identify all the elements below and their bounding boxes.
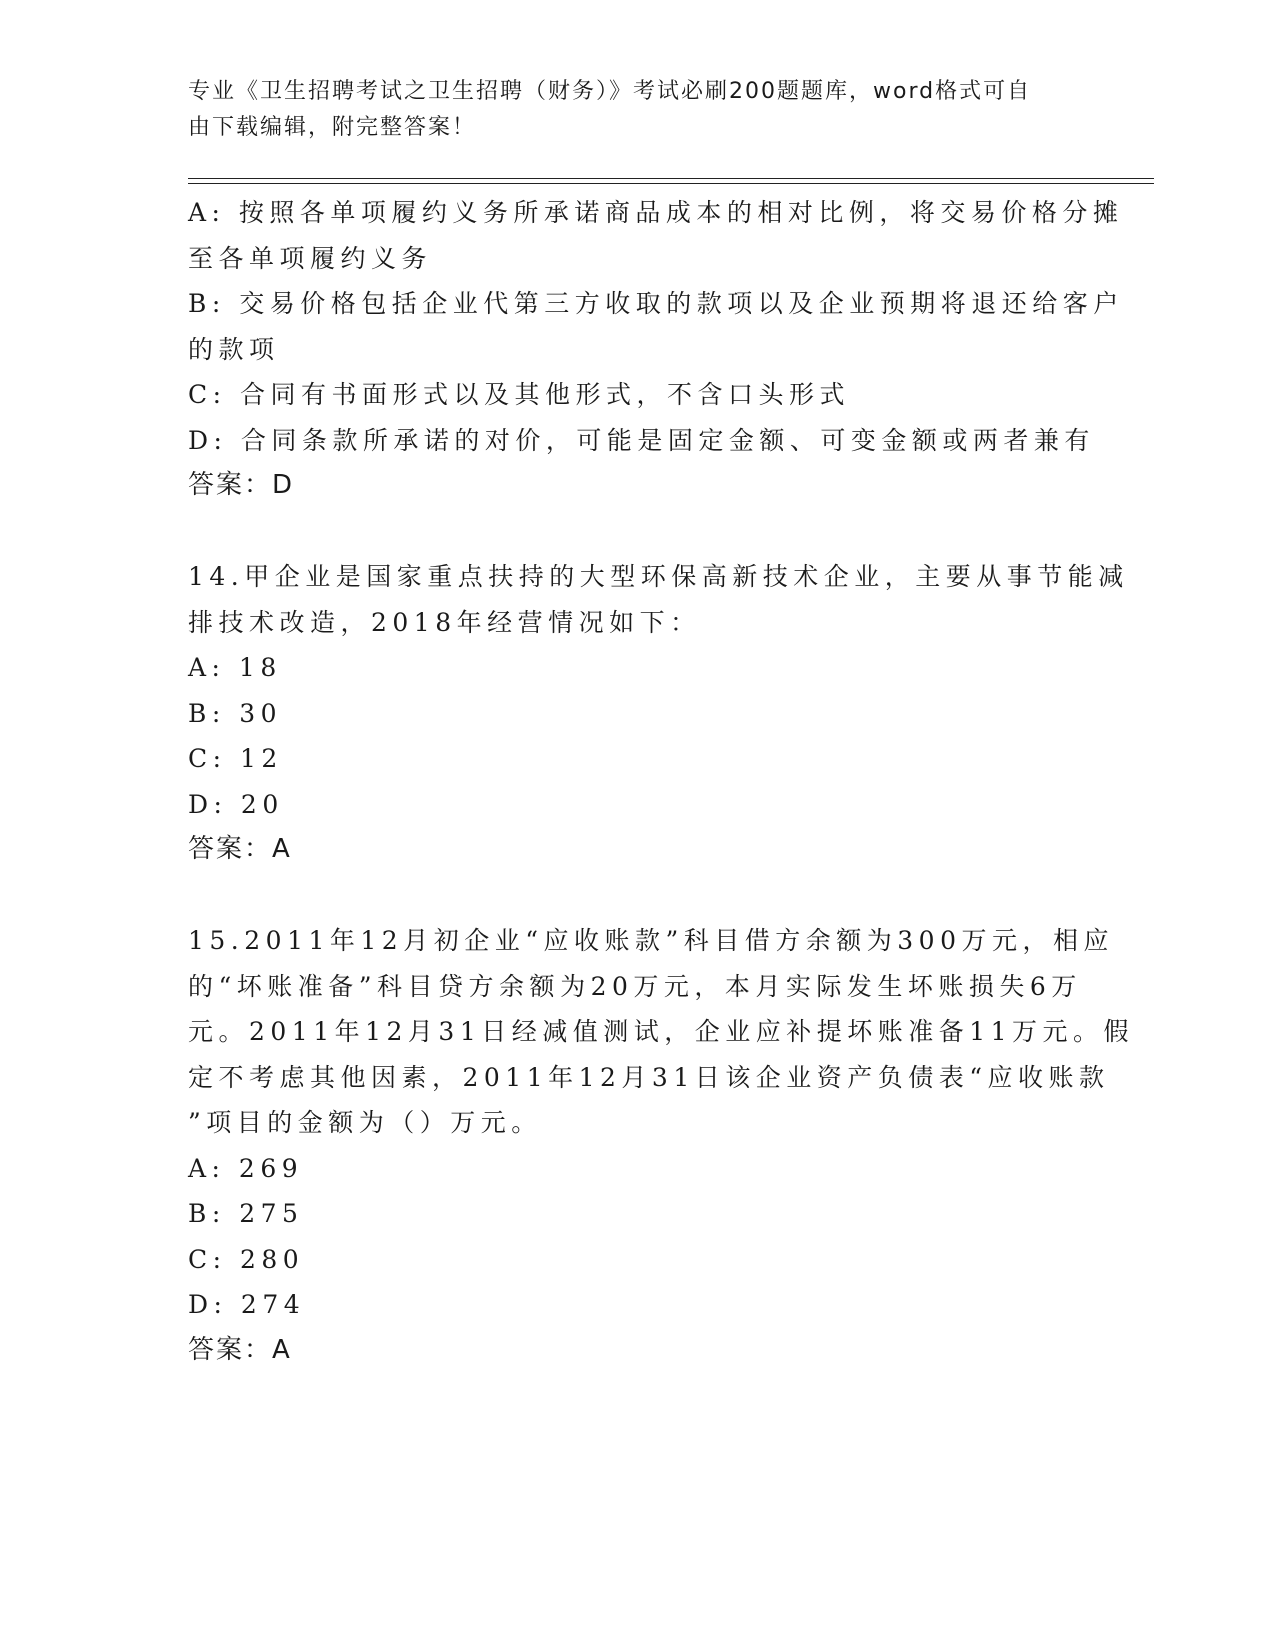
- question-14-stem-line-1: 14.甲企业是国家重点扶持的大型环保高新技术企业，主要从事节能减: [188, 562, 1129, 591]
- option-c: C: 合同有书面形式以及其他形式，不含口头形式: [188, 380, 850, 409]
- option-c: C: 280: [188, 1244, 305, 1274]
- header-divider-bottom: [188, 183, 1154, 184]
- question-content: [188, 190, 1135, 1373]
- option-a: A: 18: [188, 653, 282, 682]
- question-15-stem-line-4: 定不考虑其他因素，2011年12月31日该企业资产负债表“应收账款: [188, 1062, 1110, 1092]
- option-d: D: 274: [188, 1290, 306, 1319]
- header-divider-top: [188, 178, 1154, 179]
- question-15-stem-line-5: ”项目的金额为（）万元。: [188, 1108, 542, 1137]
- spacer: [188, 509, 1078, 555]
- question-15-stem-line-1: 15.2011年12月初企业“应收账款”科目借方余额为300万元，相应: [188, 926, 1114, 955]
- document-header: [188, 74, 1068, 146]
- option-b: B: 30: [188, 698, 283, 728]
- option-a-line-1: A: 按照各单项履约义务所承诺商品成本的相对比例，将交易价格分摊: [188, 198, 1124, 227]
- answer-15: 答案：A: [188, 1334, 292, 1365]
- question-15-stem-line-3: 元。2011年12月31日经减值测试，企业应补提坏账准备11万元。假: [188, 1017, 1135, 1046]
- question-14: [188, 554, 1129, 873]
- option-d: D: 合同条款所承诺的对价，可能是固定金额、可变金额或两者兼有: [188, 425, 1095, 455]
- header-line-1: 专业《卫生招聘考试之卫生招聘（财务）》考试必刷200题题库，word格式可自: [188, 79, 1032, 104]
- option-b-line-1: B: 交易价格包括企业代第三方收取的款项以及企业预期将退还给客户: [188, 289, 1124, 318]
- question-15: [188, 918, 1135, 1373]
- spacer: [188, 873, 1078, 919]
- header-line-2: 由下载编辑，附完整答案！: [188, 115, 477, 140]
- question-13: [188, 190, 1124, 509]
- question-14-stem-line-2: 排技术改造，2018年经营情况如下：: [188, 607, 701, 637]
- option-d: D: 20: [188, 789, 284, 819]
- option-b-line-2: 的款项: [188, 334, 280, 364]
- option-c: C: 12: [188, 744, 283, 773]
- option-a-line-2: 至各单项履约义务: [188, 243, 433, 273]
- option-a: A: 269: [188, 1153, 304, 1183]
- question-15-stem-line-2: 的“坏账准备”科目贷方余额为20万元，本月实际发生坏账损失6万: [188, 971, 1082, 1001]
- answer-14: 答案：A: [188, 834, 292, 864]
- option-b: B: 275: [188, 1199, 304, 1228]
- answer-13: 答案：D: [188, 470, 295, 500]
